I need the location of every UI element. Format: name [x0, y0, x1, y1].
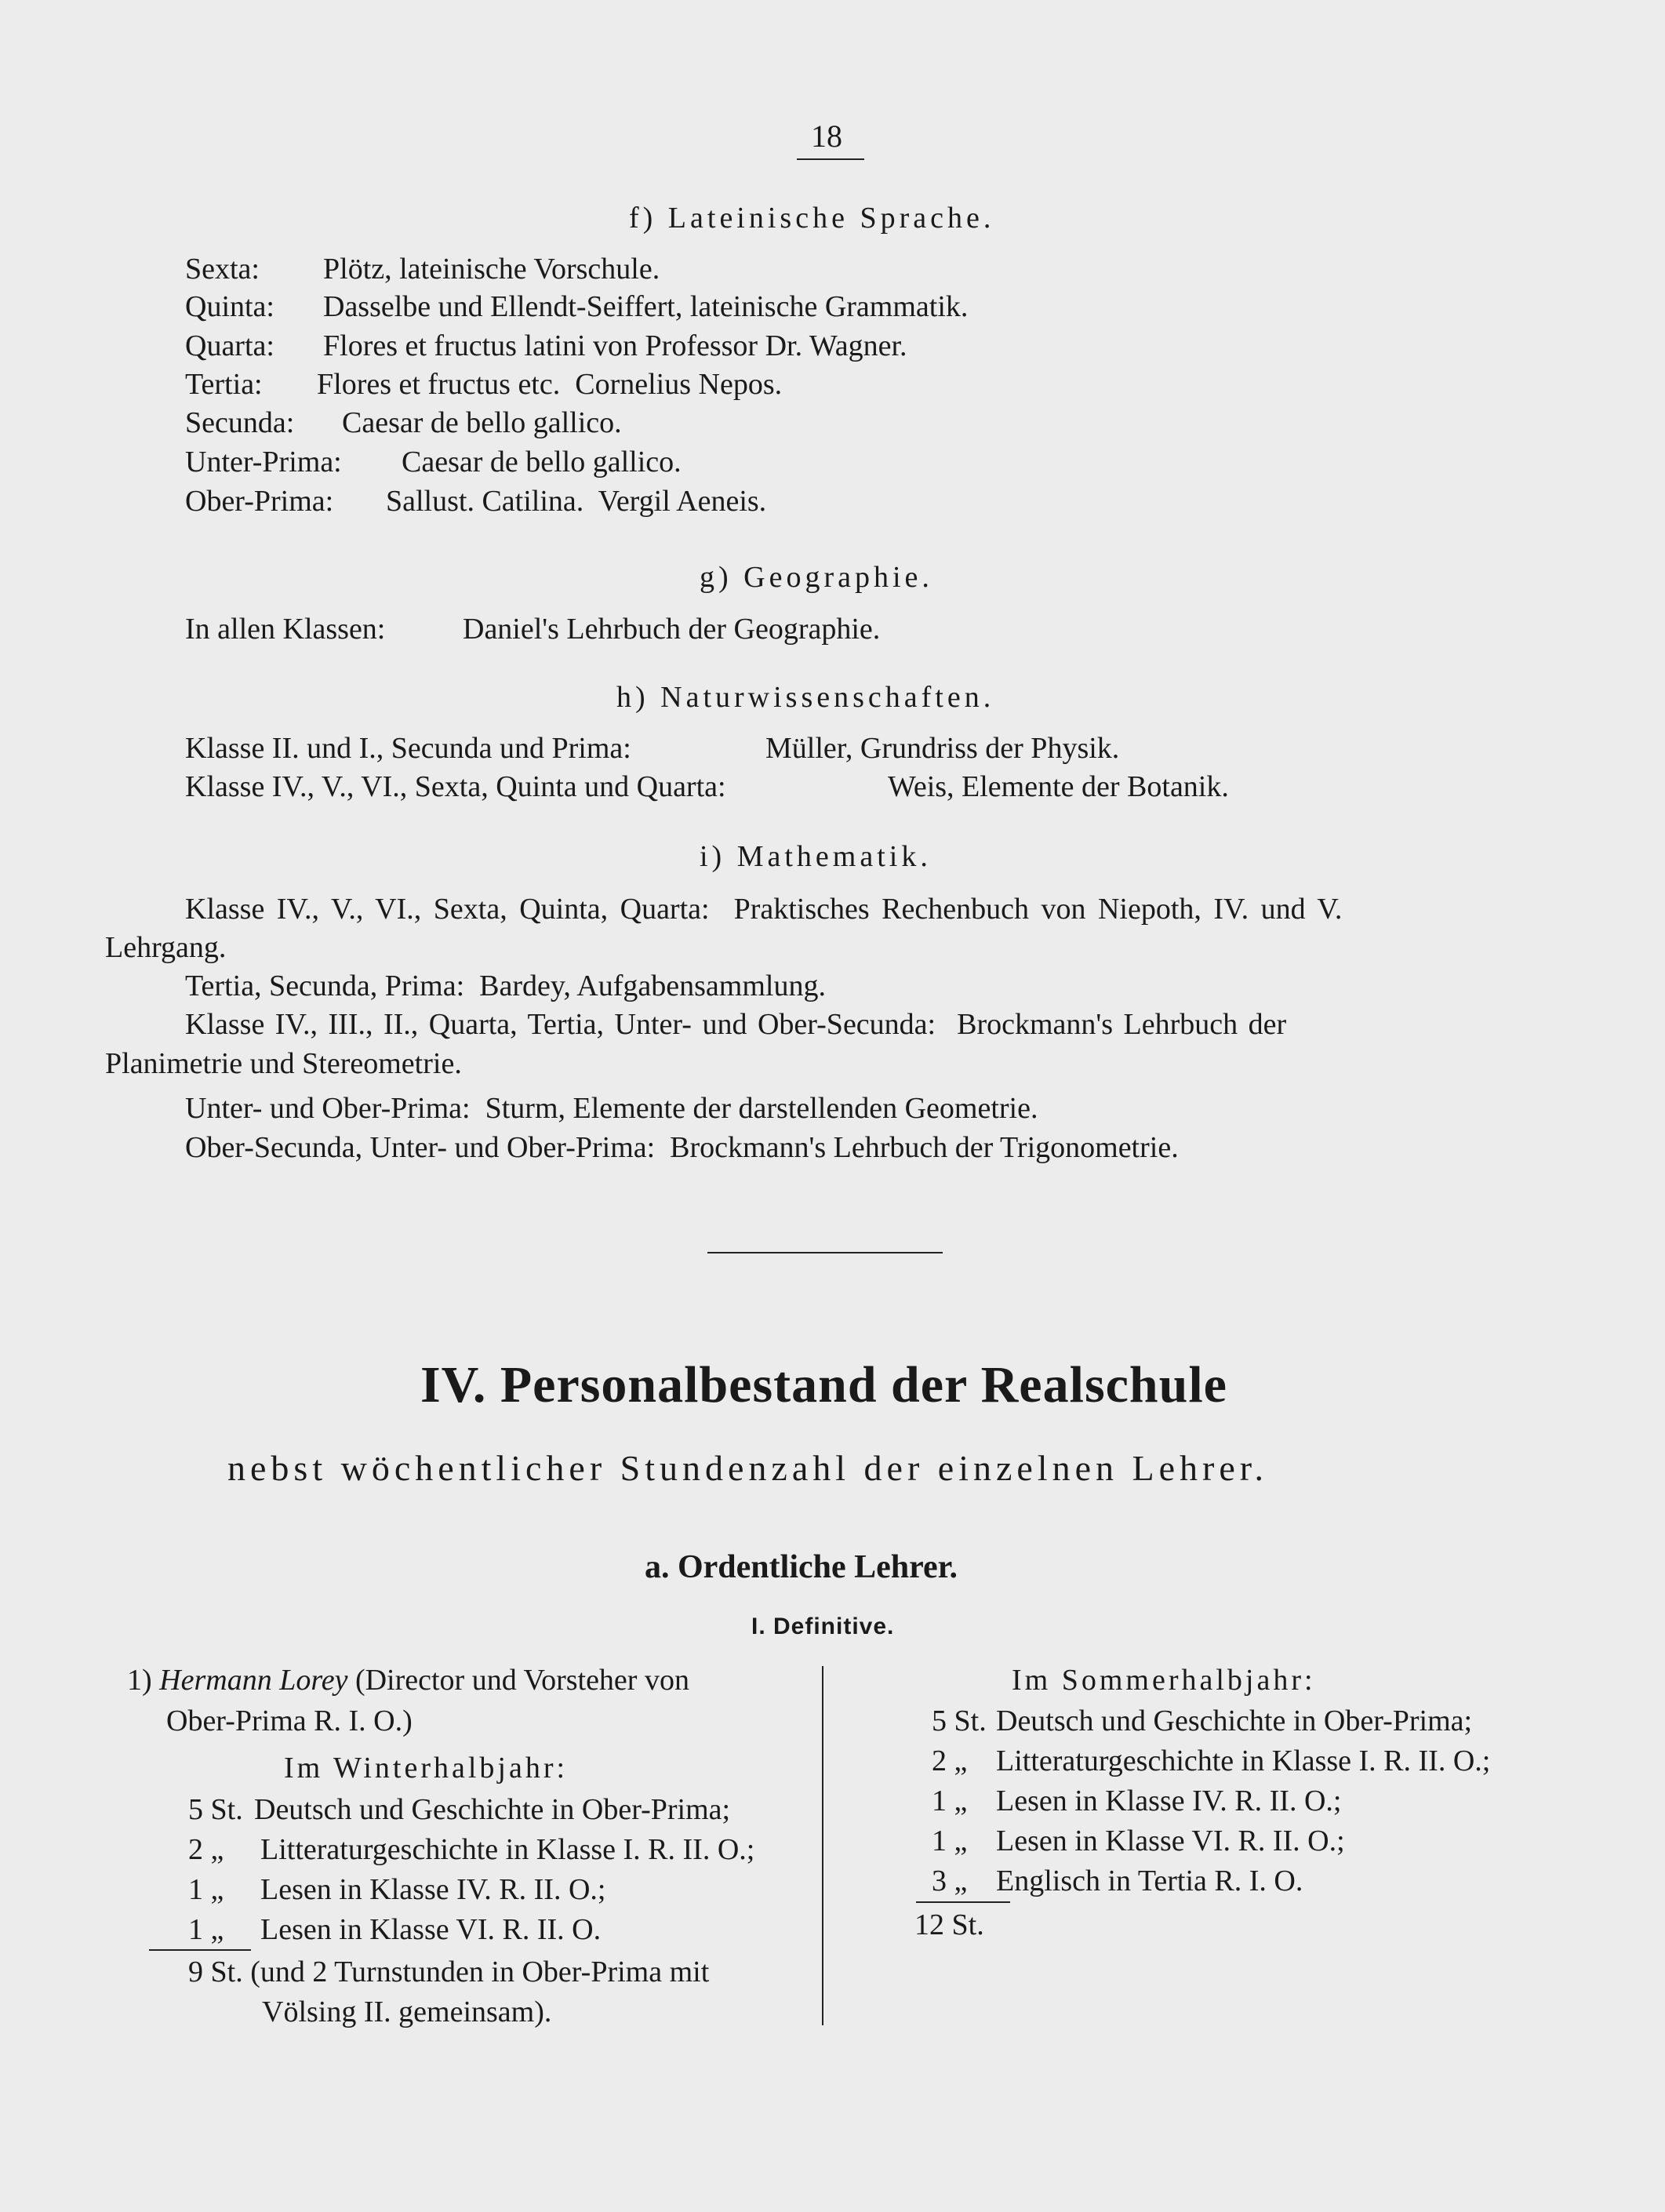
science-row-botany [185, 769, 1229, 804]
row-text: Sallust. Catilina. Vergil Aeneis. [386, 485, 767, 518]
definitive-heading: I. Definitive. [751, 1614, 895, 1639]
winter-total-rule [149, 1949, 251, 1951]
hours: 1 „ [932, 1785, 968, 1817]
subject: Lesen in Klasse VI. R. II. O.; [996, 1825, 1345, 1857]
summer-row-4 [932, 1824, 1345, 1858]
latin-row-quinta [185, 289, 968, 324]
row-text: Müller, Grundriss der Physik. [765, 732, 1120, 765]
row-text: Flores et fructus etc. Cornelius Nepos. [317, 368, 783, 401]
latin-row-ober-prima [185, 484, 766, 518]
row-label: Secunda: [185, 406, 295, 439]
row-label: Quinta: [185, 290, 274, 323]
row-label: Klasse IV., V., VI., Sexta, Quinta und Quarta: [185, 770, 726, 803]
hours: 2 „ [932, 1744, 968, 1777]
math-row-4: Unter- und Ober-Prima: Sturm, Elemente der darstellenden Geometrie. [185, 1092, 1038, 1125]
latin-row-unter-prima [185, 445, 682, 479]
latin-row-quarta [185, 329, 907, 363]
section-f-heading: f) Lateinische Sprache. [629, 202, 995, 235]
row-label: Klasse II. und I., Secunda und Prima: [185, 732, 631, 765]
section-iv-title: IV. Personalbestand der Realschule [420, 1356, 1227, 1413]
row-text: Plötz, lateinische Vorschule. [323, 253, 660, 286]
section-g-heading: g) Geographie. [700, 561, 933, 594]
hours: 2 „ [188, 1833, 224, 1866]
summer-total-rule [916, 1901, 1010, 1903]
row-text: Caesar de bello gallico. [402, 446, 682, 478]
row-label: Tertia: [185, 368, 263, 401]
teacher-role: (Director und Vorsteher von [354, 1664, 689, 1697]
summer-row-5 [932, 1864, 1303, 1898]
row-label: Ober-Prima: [185, 485, 334, 518]
latin-row-secunda [185, 406, 622, 440]
section-separator [707, 1252, 943, 1253]
page-number: 18 [811, 118, 842, 154]
subject: Lesen in Klasse VI. R. II. O. [260, 1913, 602, 1946]
subject: Litteraturgeschichte in Klasse I. R. II. O.; [260, 1833, 755, 1866]
teacher-entry-line-1 [127, 1663, 689, 1697]
row-label: Quarta: [185, 329, 274, 362]
winter-row-2 [188, 1832, 754, 1867]
summer-row-3 [932, 1784, 1341, 1818]
row-text: Dasselbe und Ellendt-Seiffert, lateinische Grammatik. [323, 290, 969, 323]
math-row-3-line-1: Klasse IV., III., II., Quarta, Tertia, Unter- und Ober-Secunda: Brockmann's Lehrbuch der [185, 1008, 1287, 1041]
column-divider [822, 1666, 823, 2025]
row-label: Unter-Prima: [185, 446, 342, 478]
hours: 1 „ [188, 1913, 224, 1946]
section-i-heading: i) Mathematik. [700, 840, 932, 873]
math-row-1-line-2: Lehrgang. [105, 931, 227, 964]
winter-heading: Im Winterhalbjahr: [284, 1752, 569, 1785]
geography-row [185, 612, 880, 646]
summer-total: 12 St. [914, 1908, 984, 1941]
teacher-entry-line-2: Ober-Prima R. I. O.) [166, 1704, 413, 1737]
hours: 5 St. [932, 1704, 987, 1737]
winter-row-1 [188, 1792, 730, 1827]
math-row-5: Ober-Secunda, Unter- und Ober-Prima: Brockmann's Lehrbuch der Trigonometrie. [185, 1131, 1179, 1164]
math-row-2: Tertia, Secunda, Prima: Bardey, Aufgabensammlung. [185, 970, 826, 1002]
summer-heading: Im Sommerhalbjahr: [1012, 1664, 1316, 1697]
hours: 3 „ [932, 1865, 968, 1897]
teacher-name: Hermann Lorey [159, 1664, 348, 1697]
teacher-number: 1) [127, 1664, 152, 1697]
row-text: Weis, Elemente der Botanik. [888, 770, 1229, 803]
page-number-rule [797, 158, 864, 160]
winter-row-3 [188, 1872, 605, 1907]
section-h-heading: h) Naturwissenschaften. [616, 681, 995, 714]
hours: 1 „ [188, 1873, 224, 1906]
row-label: In allen Klassen: [185, 613, 386, 646]
row-label: Sexta: [185, 253, 260, 286]
math-row-3-line-2: Planimetrie und Stereometrie. [105, 1047, 462, 1080]
subject: Deutsch und Geschichte in Ober-Prima; [996, 1704, 1473, 1737]
winter-row-4 [188, 1912, 601, 1947]
summer-row-1 [932, 1704, 1472, 1738]
section-iv-subtitle: nebst wöchentlicher Stundenzahl der einzelnen Lehrer. [227, 1448, 1269, 1488]
row-text: Caesar de bello gallico. [342, 406, 622, 439]
subject: Lesen in Klasse IV. R. II. O.; [996, 1785, 1342, 1817]
latin-row-tertia [185, 367, 782, 402]
winter-total-line-1: 9 St. (und 2 Turnstunden in Ober-Prima mit [188, 1956, 710, 1988]
hours: 5 St. [188, 1793, 243, 1826]
subject: Deutsch und Geschichte in Ober-Prima; [254, 1793, 731, 1826]
subject: Englisch in Tertia R. I. O. [996, 1865, 1303, 1897]
latin-row-sexta [185, 252, 660, 286]
summer-row-2 [932, 1744, 1490, 1778]
ordentliche-lehrer-heading: a. Ordentliche Lehrer. [645, 1549, 958, 1585]
winter-total-line-2: Völsing II. gemeinsam). [262, 1996, 552, 2028]
row-text: Daniel's Lehrbuch der Geographie. [463, 613, 881, 646]
row-text: Flores et fructus latini von Professor Dr. Wagner. [323, 329, 907, 362]
hours: 1 „ [932, 1825, 968, 1857]
math-row-1-line-1: Klasse IV., V., VI., Sexta, Quinta, Quarta: Praktisches Rechenbuch von Niepoth, IV. und V. [185, 893, 1343, 926]
subject: Lesen in Klasse IV. R. II. O.; [260, 1873, 606, 1906]
science-row-physics [185, 731, 1119, 766]
subject: Litteraturgeschichte in Klasse I. R. II. O.; [996, 1744, 1491, 1777]
